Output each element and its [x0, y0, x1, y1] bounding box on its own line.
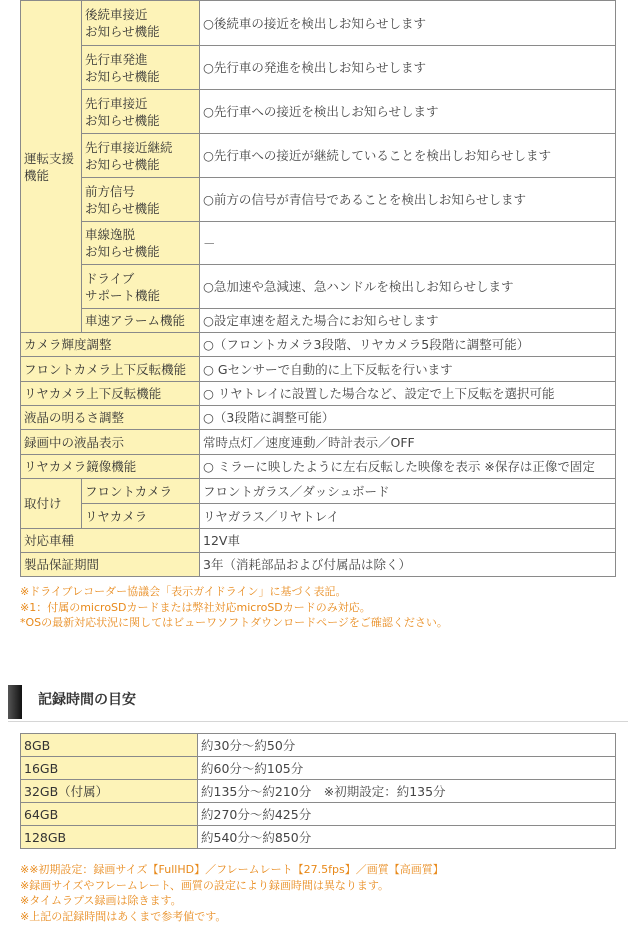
camera-brightness-label: カメラ輝度調整: [21, 333, 200, 357]
mount-front-value: フロントガラス／ダッシュボード: [200, 479, 616, 504]
recording-note: ※※初期設定：録画サイズ【FullHD】／フレームレート【27.5fps】／画質【高画質】: [20, 863, 444, 876]
lead-approach-continue-label: 先行車接近継続 お知らせ機能: [82, 134, 200, 178]
rear-flip-label: リヤカメラ上下反転機能: [21, 382, 200, 406]
capacity-cell: 32GB（付属）: [21, 780, 198, 803]
recording-note: ※タイムラプス録画は除きます。: [20, 894, 182, 907]
rear-approach-value: ○後続車の接近を検出しお知らせします: [200, 1, 616, 46]
spec-notes: [20, 584, 448, 631]
table-row: [21, 780, 616, 803]
rear-mirror-label: リヤカメラ鏡像機能: [21, 455, 200, 479]
table-row: [21, 826, 616, 849]
recording-note: ※録画サイズやフレームレート、画質の設定により録画時間は異なります。: [20, 878, 390, 892]
table-row: [21, 757, 616, 780]
recording-time-table: [20, 733, 616, 849]
spec-table: [20, 0, 616, 577]
capacity-cell: 16GB: [21, 757, 198, 780]
group-driving-support: 運転支援機能: [21, 1, 82, 333]
recording-note: ※上記の記録時間はあくまで参考値です。: [20, 909, 227, 923]
lead-start-value: ○先行車の発進を検出しお知らせします: [200, 46, 616, 90]
time-cell: 約30分～約50分: [198, 734, 616, 757]
vehicle-type-label: 対応車種: [21, 529, 200, 553]
warranty-label: 製品保証期間: [21, 553, 200, 577]
rear-flip-value: ○ リヤトレイに設置した場合など、設定で上下反転を選択可能: [200, 382, 616, 406]
lcd-brightness-value: ○（3段階に調整可能）: [200, 406, 616, 430]
time-cell: 約135分～約210分 ※初期設定：約135分: [198, 780, 616, 803]
section-title: 記録時間の目安: [38, 692, 136, 708]
group-mounting: 取付け: [21, 479, 82, 529]
speed-alarm-label: 車速アラーム機能: [82, 309, 200, 333]
mount-front-label: フロントカメラ: [82, 479, 200, 504]
table-row: [21, 734, 616, 757]
section-heading: [8, 681, 628, 722]
lcd-display-label: 録画中の液晶表示: [21, 430, 200, 455]
heading-bar: [8, 685, 22, 719]
time-cell: 約540分～約850分: [198, 826, 616, 849]
lead-approach-continue-value: ○先行車への接近が継続していることを検出しお知らせします: [200, 134, 616, 178]
lcd-display-value: 常時点灯／速度連動／時計表示／OFF: [200, 430, 616, 455]
front-signal-label: 前方信号 お知らせ機能: [82, 178, 200, 222]
rear-approach-label: 後続車接近 お知らせ機能: [82, 1, 200, 46]
lcd-brightness-label: 液晶の明るさ調整: [21, 406, 200, 430]
spec-note: ※1：付属のmicroSDカードまたは弊社対応microSDカードのみ対応。: [20, 600, 371, 614]
capacity-cell: 8GB: [21, 734, 198, 757]
spec-note: ※ドライブレコーダー協議会「表示ガイドライン」に基づく表記。: [20, 585, 347, 598]
front-flip-value: ○ Gセンサーで自動的に上下反転を行います: [200, 357, 616, 382]
lead-start-label: 先行車発進 お知らせ機能: [82, 46, 200, 90]
recording-notes: [20, 862, 444, 924]
table-row: [21, 803, 616, 826]
speed-alarm-value: ○設定車速を超えた場合にお知らせします: [200, 309, 616, 333]
mount-rear-value: リヤガラス／リヤトレイ: [200, 504, 616, 529]
front-flip-label: フロントカメラ上下反転機能: [21, 357, 200, 382]
time-cell: 約270分～約425分: [198, 803, 616, 826]
spec-note: *OSの最新対応状況に関してはビューワソフトダウンロードページをご確認ください。: [20, 616, 448, 629]
drive-support-value: ○急加速や急減速、急ハンドルを検出しお知らせします: [200, 265, 616, 309]
vehicle-type-value: 12V車: [200, 529, 616, 553]
rear-mirror-value: ○ ミラーに映したように左右反転した映像を表示 ※保存は正像で固定: [200, 455, 616, 479]
warranty-value: 3年（消耗部品および付属品は除く）: [200, 553, 616, 577]
mount-rear-label: リヤカメラ: [82, 504, 200, 529]
front-signal-value: ○前方の信号が青信号であることを検出しお知らせします: [200, 178, 616, 222]
lane-departure-label: 車線逸脱 お知らせ機能: [82, 222, 200, 265]
capacity-cell: 64GB: [21, 803, 198, 826]
lead-approach-value: ○先行車への接近を検出しお知らせします: [200, 90, 616, 134]
capacity-cell: 128GB: [21, 826, 198, 849]
camera-brightness-value: ○（フロントカメラ3段階、リヤカメラ5段階に調整可能）: [200, 333, 616, 357]
lead-approach-label: 先行車接近 お知らせ機能: [82, 90, 200, 134]
drive-support-label: ドライブ サポート機能: [82, 265, 200, 309]
time-cell: 約60分～約105分: [198, 757, 616, 780]
lane-departure-value: －: [200, 222, 616, 265]
